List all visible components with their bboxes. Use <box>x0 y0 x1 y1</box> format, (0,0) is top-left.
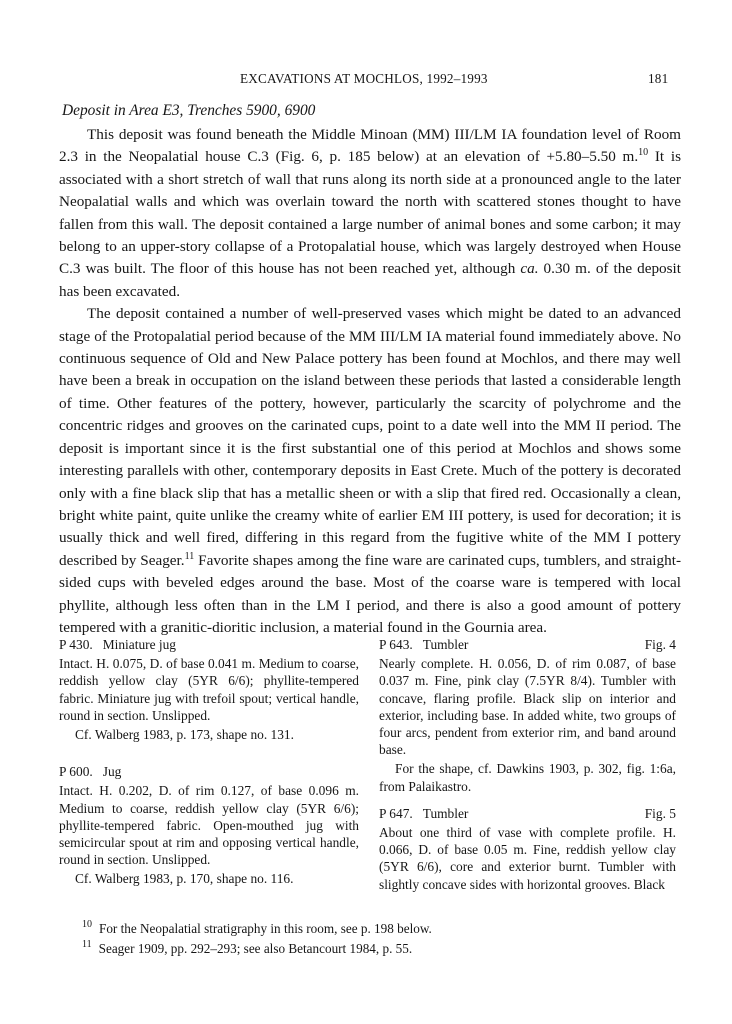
entry-id: P 647. <box>379 805 413 821</box>
entry-title: Tumbler <box>422 805 469 821</box>
footnote-text: Seager 1909, pp. 292–293; see also Betancourt 1984, p. 55. <box>98 941 413 956</box>
entry-figure-ref[interactable]: Fig. 5 <box>644 805 676 821</box>
entry-reference: For the shape, cf. Dawkins 1903, p. 302, fig. 1:6a, from Palaikastro. <box>379 761 676 794</box>
body-text <box>59 124 681 639</box>
catalog-entry-p430 <box>59 636 359 743</box>
catalog-entry-p647 <box>379 805 676 893</box>
catalog-entry-p600 <box>59 763 359 887</box>
paragraph-2 <box>59 303 681 639</box>
entry-title: Tumbler <box>422 637 469 652</box>
entry-id: P 600. <box>59 764 93 780</box>
entry-reference: Cf. Walberg 1983, p. 173, shape no. 131. <box>75 727 294 743</box>
entry-id: P 643. <box>379 637 413 652</box>
footnote-ref-10[interactable]: 10 <box>638 147 649 159</box>
entry-title: Jug <box>102 764 122 780</box>
footnote-number: 10 <box>82 919 92 930</box>
paragraph-1-text-b: It is associated with a short stretch of wall that runs along its north side at a pronounced angle to the later Neopalatial walls and which was overlain toward the north with scattered stones thought to have fallen from this wall. The deposit contained a large number of animal bones and some carbon; it may belong to an upper-story collapse of a Protopalatial house, which was largely destroyed when House C.3 was built. The floor of this house has not been reached yet, although <box>59 148 681 278</box>
footnotes <box>82 919 432 959</box>
footnote-number: 11 <box>82 939 92 950</box>
page-number: 181 <box>648 71 669 86</box>
entry-description: Intact. H. 0.075, D. of base 0.041 m. Medium to coarse, reddish yellow clay (5YR 6/6); phyllite-tempered fabric. Miniature jug with trefoil spout; vertical handle, round in section. Unslipped. <box>59 656 359 723</box>
running-title: EXCAVATIONS AT MOCHLOS, 1992–1993 <box>240 71 488 86</box>
entry-id: P 430. <box>59 637 93 652</box>
catalog-right-column <box>379 636 676 909</box>
entry-title: Miniature jug <box>102 637 176 652</box>
entry-head <box>379 805 676 822</box>
entry-head <box>59 636 359 653</box>
paragraph-1-text-c: 0.30 m. of the deposit has been excavated. <box>59 260 681 300</box>
entry-description: Nearly complete. H. 0.056, D. of rim 0.087, of base 0.037 m. Fine, pink clay (7.5YR 8/4). Tumbler with concave, flaring profile. Black slip on interior and exterior, including base. In added white, two groups of four arcs, pendent from exterior rim, and band around base. <box>379 656 676 758</box>
paragraph-1-text-a: This deposit was found beneath the Middle Minoan (MM) III/LM IA foundation level of Room 2.3 in the Neopalatial house C.3 (Fig. 6, p. 185 below) at an elevation of +5.80–5.50 m. <box>59 126 681 166</box>
catalog-entry-p643 <box>379 636 676 795</box>
paragraph-2-text-b: Favorite shapes among the fine ware are carinated cups, tumblers, and straight-sided cups with beveled edges around the base. Most of the coarse ware is tempered with local phyllite, although less often than in the LM I period, and there is also a good amount of pottery tempered with a granitic-dioritic inclusion, a material found in the Gournia area. <box>59 551 681 636</box>
section-heading: Deposit in Area E3, Trenches 5900, 6900 <box>62 102 316 119</box>
paragraph-1 <box>59 124 681 303</box>
paragraph-2-text-a: The deposit contained a number of well-preserved vases which might be dated to an advanced stage of the Protopalatial period because of the MM III/LM IA material found immediately above. No continuous sequence of Old and New Palace pottery has been found at Mochlos, and there may well have been a break in occupation on the island between these periods that lasted a considerable length of time. Other features of the pottery, however, particularly the scarcity of polychrome and the concentric ridges and grooves on the carinated cups, point to a date well into the MM II period. The deposit is important since it is the first substantial one of this period at Mochlos and shows some interesting parallels with other, contemporary deposits in East Crete. Much of the pottery is decorated only with a fine black slip that has a metallic sheen or with a slip that fired red. Occasionally a clean, bright white paint, quite unlike the creamy white of earlier EM III pottery, is used for decoration; it is usually thick and well fired, differing in this regard from the fugitive white of the MM I pottery described by Seager. <box>59 305 681 569</box>
footnote-11 <box>82 939 432 959</box>
footnote-text: For the Neopalatial stratigraphy in this room, see p. 198 below. <box>99 921 432 936</box>
entry-reference: Cf. Walberg 1983, p. 170, shape no. 116. <box>75 871 294 887</box>
catalog-left-column <box>59 636 359 904</box>
entry-head <box>379 636 676 653</box>
entry-description: Intact. H. 0.202, D. of rim 0.127, of base 0.096 m. Medium to coarse, reddish yellow clay (5YR 6/6); phyllite-tempered fabric. Open-mouthed jug with semicircular spout at rim and opposing vertical handle, round in section. Unslipped. <box>59 783 359 868</box>
entry-description: About one third of vase with complete profile. H. 0.066, D. of base 0.05 m. Fine, reddish yellow clay (5YR 6/6), core and exterior burnt. Tumbler with slightly concave sides with horizontal grooves. Black <box>379 825 676 892</box>
circa-abbrev: ca. <box>520 260 539 278</box>
footnote-ref-11[interactable]: 11 <box>184 550 195 562</box>
entry-head <box>59 763 359 780</box>
entry-figure-ref[interactable]: Fig. 4 <box>644 637 676 652</box>
footnote-10 <box>82 919 432 939</box>
